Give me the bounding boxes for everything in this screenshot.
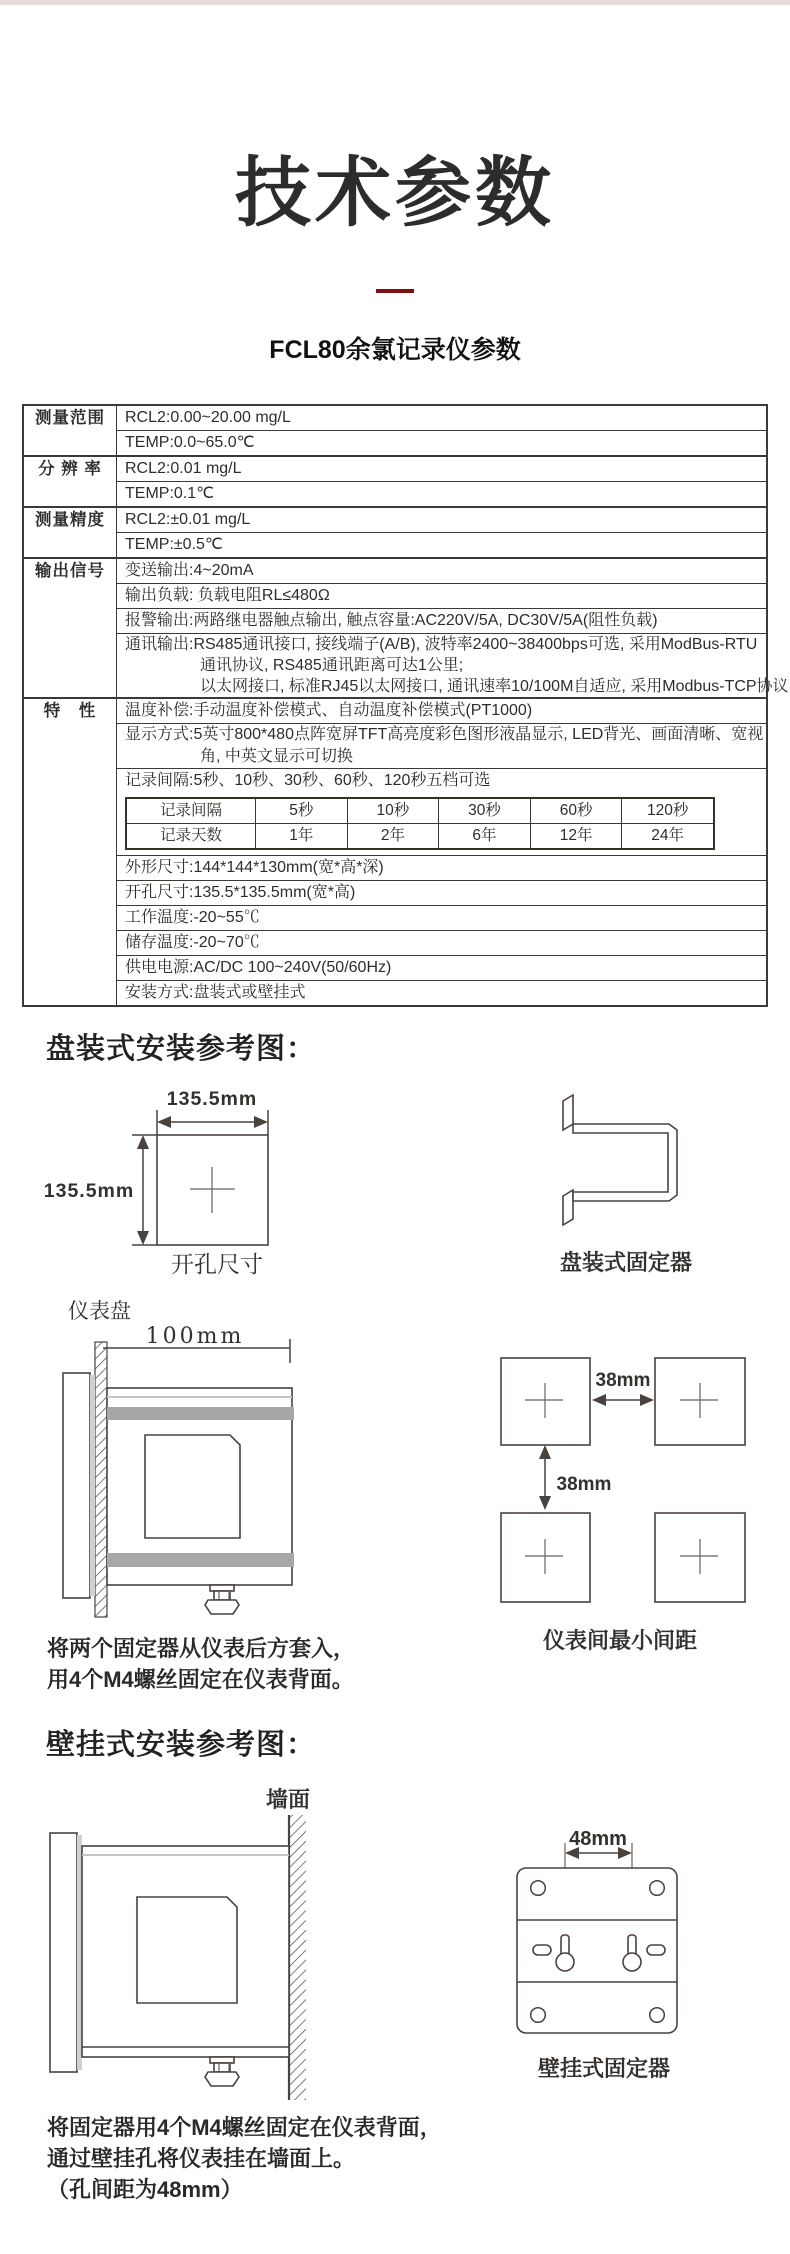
- spec-row: RCL2:0.00~20.00 mg/L: [125, 409, 291, 426]
- spec-row: 温度补偿:手动温度补偿模式、自动温度补偿模式(PT1000): [125, 702, 533, 719]
- panel-mount-heading: 盘装式安装参考图：: [46, 1033, 317, 1065]
- body-window: [145, 1435, 240, 1538]
- spec-group-label: 特 性: [24, 699, 117, 1005]
- panel-fixture-diagram: [540, 1080, 730, 1280]
- fixture-bar-bottom: [107, 1553, 294, 1567]
- spec-row: 安装方式:盘装式或壁挂式: [117, 980, 766, 1005]
- panel-mount-note: 将两个固定器从仪表后方套入， 用4个M4螺丝固定在仪表背面。: [47, 1636, 356, 1692]
- title-divider: [376, 289, 414, 293]
- wall-fixture-diagram: [470, 1818, 770, 2108]
- record-interval-table: [125, 797, 715, 850]
- bracket-bottom-tab: [563, 1190, 573, 1225]
- panel-side-view-diagram: [30, 1295, 310, 1625]
- spec-group-measure-range: [24, 406, 766, 455]
- wall-hatch: [289, 1815, 306, 2100]
- min-spacing-diagram: [480, 1340, 770, 1660]
- record-days-row: 记录天数 1年 2年 6年 12年 24年: [127, 823, 713, 848]
- panel-fixture-caption: 盘装式固定器: [559, 1250, 693, 1275]
- spec-row: TEMP:0.0~65.0℃: [117, 430, 766, 455]
- wall-mount-heading: 壁挂式安装参考图：: [46, 1729, 317, 1761]
- bracket-top-tab: [563, 1095, 573, 1130]
- page-title: 技术参数: [235, 151, 555, 236]
- panel-hatched-wall: [95, 1342, 107, 1617]
- spec-row: TEMP:0.1℃: [117, 481, 766, 506]
- page-subtitle: FCL80余氯记录仪参数: [269, 336, 521, 364]
- wall-fixture-caption: 壁挂式固定器: [537, 2056, 671, 2081]
- bezel-gasket: [90, 1375, 95, 1596]
- instrument-panel-label: 仪表盘: [68, 1300, 131, 1323]
- horizontal-gap-label: 38mm: [595, 1370, 651, 1391]
- cable-gland: [205, 1585, 239, 1614]
- spec-row: 开孔尺寸:135.5*135.5mm(宽*高): [117, 880, 766, 905]
- spec-row: 记录间隔:5秒、10秒、30秒、60秒、120秒五档可选: [117, 768, 766, 793]
- spec-group-features: [24, 697, 766, 1005]
- cutout-dimension-diagram: [30, 1085, 292, 1290]
- spec-row: TEMP:±0.5℃: [117, 532, 766, 557]
- cutout-width-label: 135.5mm: [166, 1088, 258, 1110]
- fixture-bar-top: [107, 1407, 294, 1420]
- spec-row-comm-output: 通讯输出:RS485通讯接口, 接线端子(A/B), 波特率2400~38400bps可选, 采用ModBus-RTU 通讯协议, RS485通讯距离可达1公里; 以太网接口, 标准RJ45以太网接口, 通讯速率10/100M自适应, 采用Modbus-TCP协议: [117, 633, 766, 697]
- spec-row: 储存温度:-20~70℃: [117, 930, 766, 955]
- cutout-height-label: 135.5mm: [43, 1180, 135, 1202]
- spec-group-accuracy: [24, 506, 766, 557]
- spec-row: 外形尺寸:144*144*130mm(宽*高*深): [117, 855, 766, 880]
- min-spacing-caption: 仪表间最小间距: [542, 1628, 698, 1653]
- vertical-gap-label: 38mm: [556, 1474, 612, 1495]
- body-window: [137, 1897, 237, 2003]
- spec-row: 输出负载: 负载电阻RL≤480Ω: [117, 583, 766, 608]
- front-bezel: [63, 1373, 90, 1598]
- spec-group-output-signal: [24, 557, 789, 697]
- bracket-body: [573, 1124, 677, 1201]
- top-edge-bar: [0, 0, 790, 5]
- spec-row: 报警输出:两路继电器触点输出, 触点容量:AC220V/5A, DC30V/5A(阻性负载): [117, 608, 766, 633]
- spec-group-label: 测量精度: [24, 508, 117, 557]
- spec-row-display-mode: 显示方式:5英寸800*480点阵宽屏TFT高亮度彩色图形液晶显示, LED背光、画面清晰、宽视 角, 中英文显示可切换: [117, 723, 766, 768]
- wall-side-view-diagram: [30, 1780, 322, 2110]
- spec-row: RCL2:±0.01 mg/L: [125, 511, 251, 528]
- spec-table: [22, 404, 789, 1007]
- spec-row: 供电电源:AC/DC 100~240V(50/60Hz): [117, 955, 766, 980]
- cable-gland: [205, 2057, 239, 2086]
- spec-row: RCL2:0.01 mg/L: [125, 460, 242, 477]
- spec-row: 变送输出:4~20mA: [125, 562, 254, 579]
- wall-mount-note: 将固定器用4个M4螺丝固定在仪表背面， 通过壁挂孔将仪表挂在墙面上。 （孔间距为48mm）: [47, 2115, 442, 2202]
- spec-group-resolution: [24, 455, 766, 506]
- spec-row: 工作温度:-20~55℃: [117, 905, 766, 930]
- wall-label: 墙面: [266, 1787, 311, 1812]
- depth-label: 100mm: [145, 1324, 245, 1349]
- spec-group-label: 分 辨 率: [24, 457, 117, 506]
- record-interval-row: 记录间隔 5秒 10秒 30秒 60秒 120秒: [127, 799, 713, 823]
- spec-group-label: 输出信号: [24, 559, 117, 697]
- front-bezel: [50, 1833, 77, 2072]
- cutout-caption: 开孔尺寸: [171, 1251, 263, 1277]
- hole-gap-label: 48mm: [569, 1828, 627, 1850]
- spec-group-label: 测量范围: [24, 406, 117, 455]
